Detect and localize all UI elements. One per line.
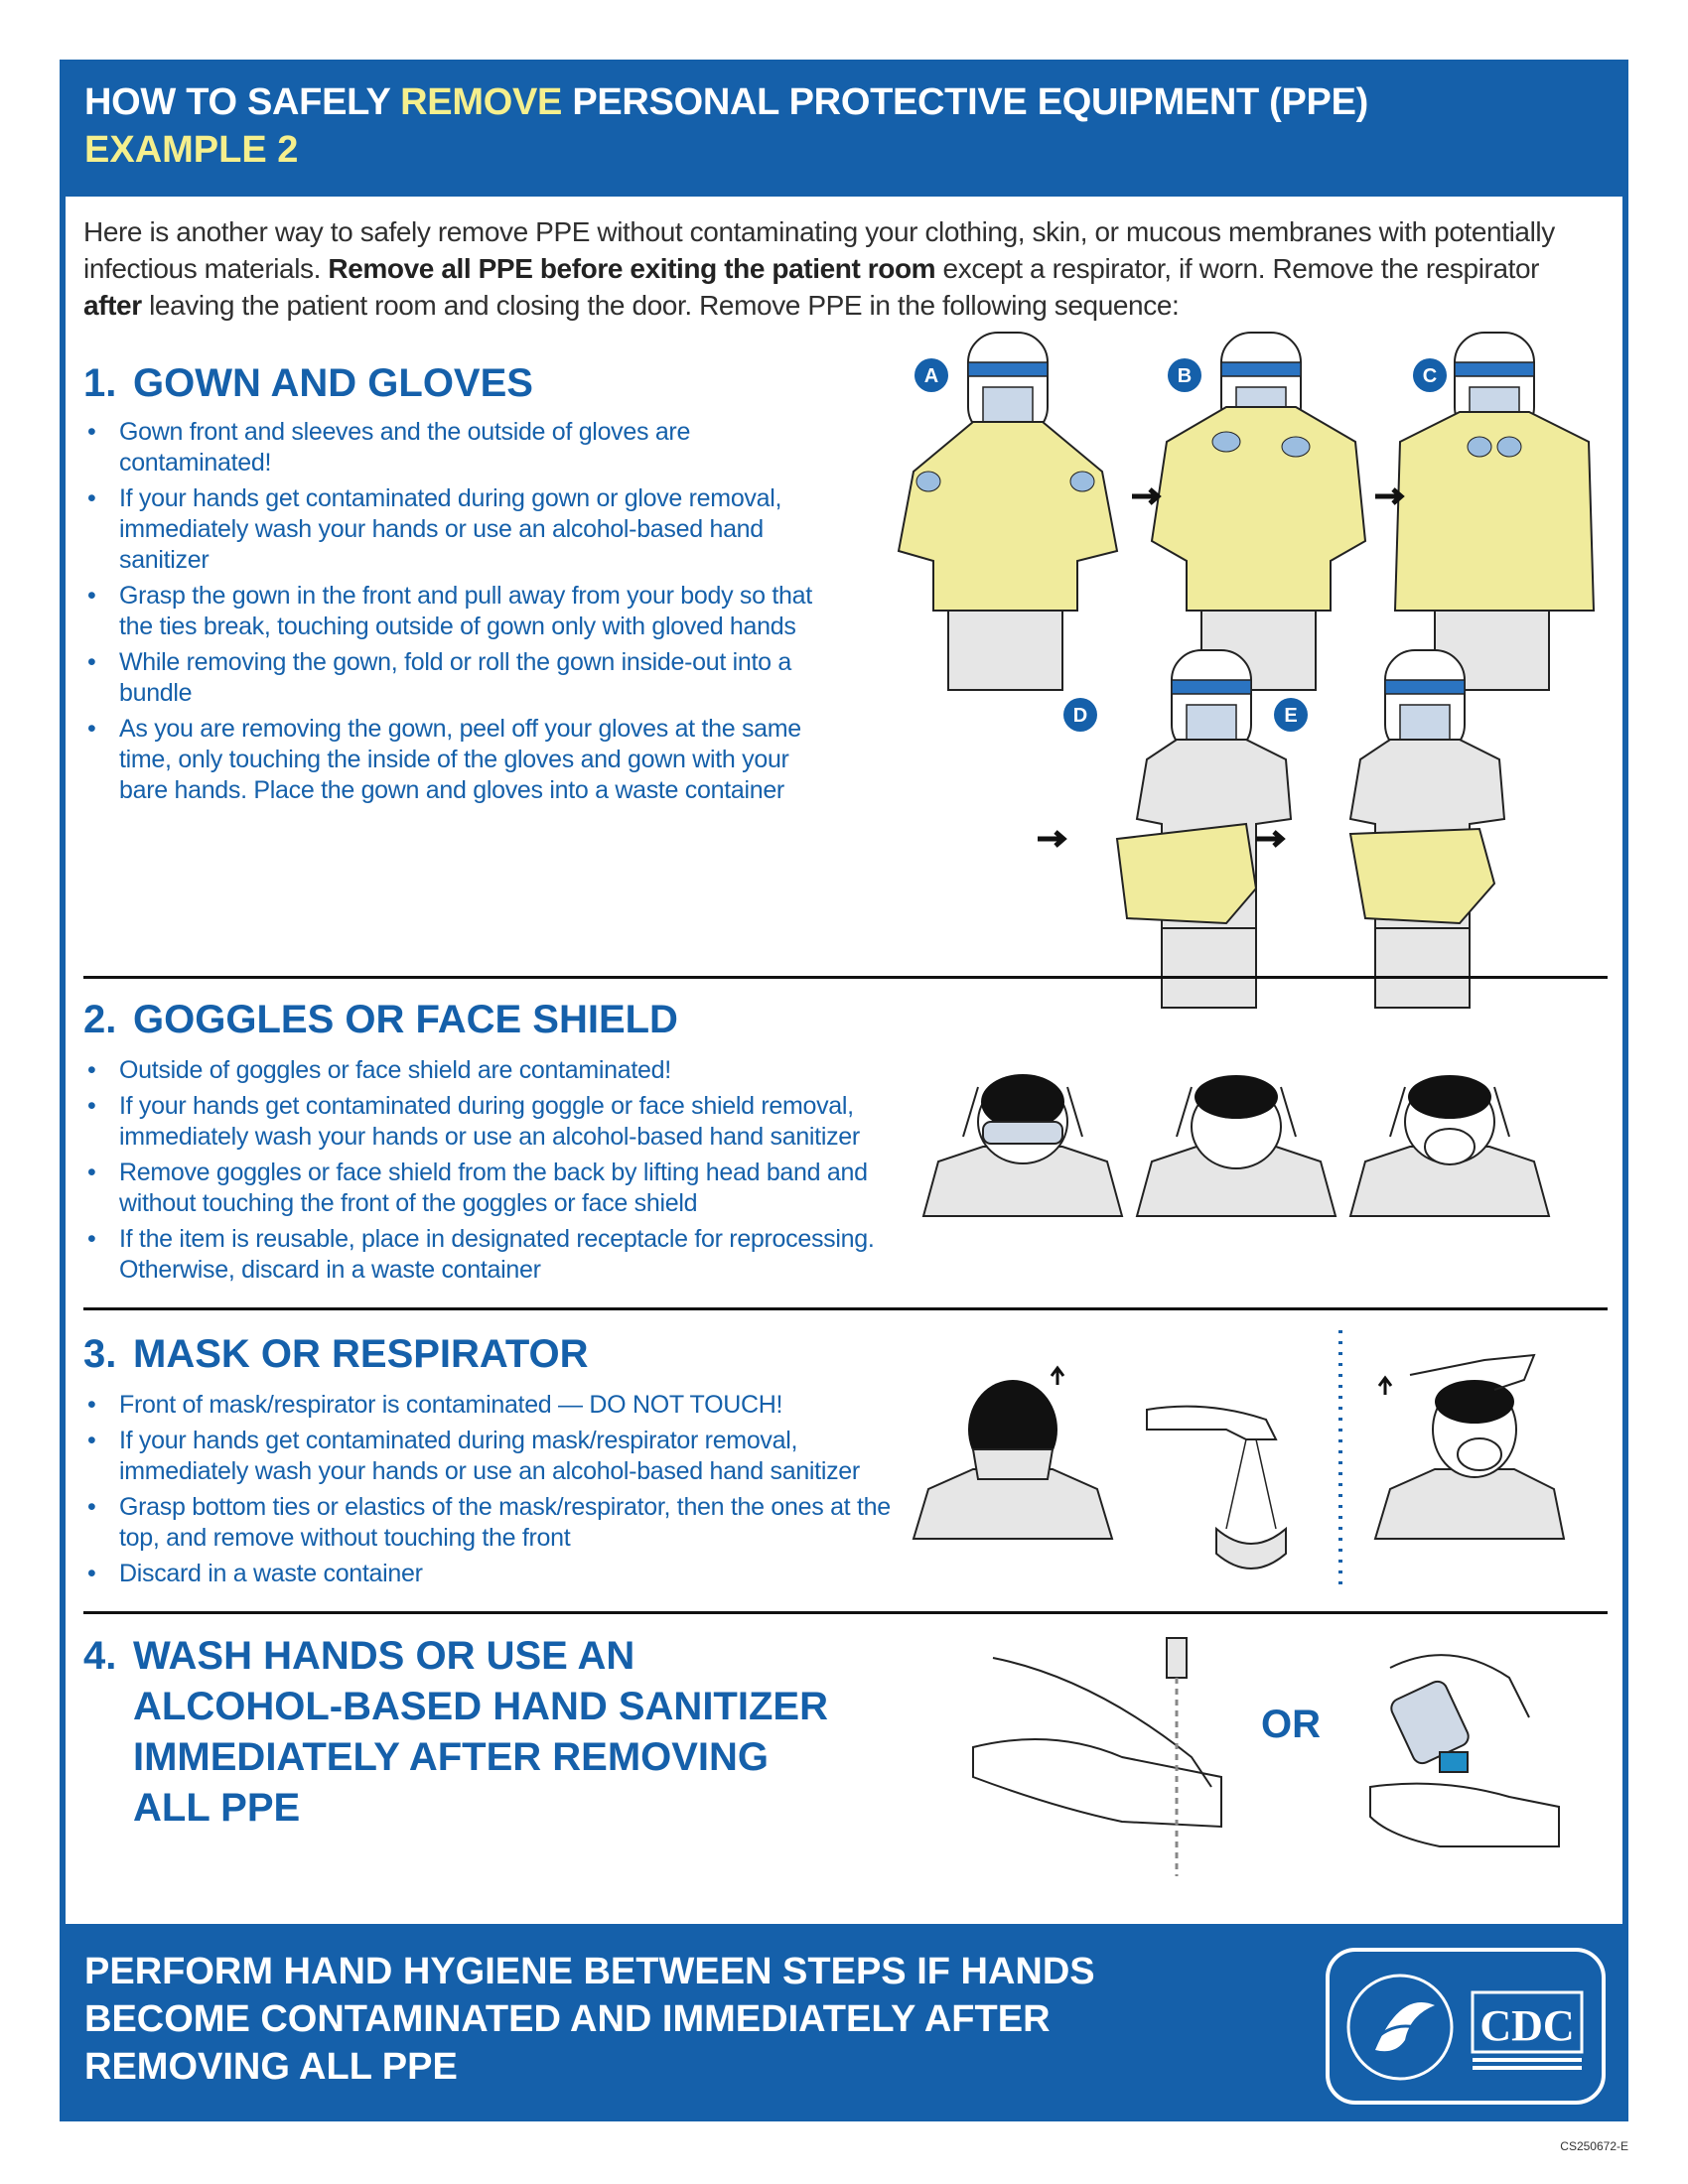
- footer-line: PERFORM HAND HYGIENE BETWEEN STEPS IF HANDS: [84, 1951, 1095, 1992]
- section-4-title: 4. WASH HANDS OR USE AN ALCOHOL-BASED HAND SANITIZER IMMEDIATELY AFTER REMOVING ALL PPE: [83, 1634, 828, 1830]
- hhs-logo: [1348, 1976, 1452, 2079]
- arrow-icon: [1256, 832, 1282, 846]
- bullet-item: • Front of mask/respirator is contaminated — DO NOT TOUCH!: [83, 1390, 917, 1421]
- bullet-item: • Grasp bottom ties or elastics of the mask/respirator, then the ones at the top, and remove without touching the front: [83, 1492, 917, 1554]
- section-divider: [83, 1611, 1608, 1614]
- header-band: [60, 60, 1628, 197]
- section-divider: [83, 1307, 1608, 1310]
- svg-text:A: A: [923, 365, 939, 387]
- step-labels: [894, 333, 1589, 789]
- footer-line: REMOVING ALL PPE: [84, 2046, 458, 2088]
- hand-hygiene-illustration: [973, 1638, 1569, 1886]
- svg-text:C: C: [1422, 365, 1438, 387]
- bullet-item: • If your hands get contaminated during mask/respirator removal, immediately wash your hands or use an alcohol-based hand sanitizer: [83, 1426, 917, 1487]
- section-2-bullets: [83, 1055, 917, 1291]
- step-label-d: [1063, 698, 1097, 732]
- page-title: HOW TO SAFELY REMOVE PERSONAL PROTECTIVE EQUIPMENT (PPE): [84, 81, 1368, 123]
- step-label-a: [914, 358, 948, 392]
- arrow-up-icon: [1052, 1368, 1063, 1385]
- bullet-item: • Discard in a waste container: [83, 1559, 917, 1589]
- section-3-bullets: [83, 1390, 917, 1594]
- arrow-icon: [1038, 832, 1063, 846]
- intro-paragraph: Here is another way to safely remove PPE without contaminating your clothing, skin, or mucous membranes with potentially infectious materials. Remove all PPE before exiting the patient room except a respirator, if worn. Remove the respirator after leaving the patient room and closing the door. Remove PPE in the following sequence:: [83, 216, 1555, 321]
- face-shield-figure-2: [1137, 1075, 1336, 1216]
- cdc-logo: [1473, 1992, 1582, 2070]
- respirator-figure-2: [1375, 1355, 1564, 1539]
- footer-line: BECOME CONTAMINATED AND IMMEDIATELY AFTER: [84, 1998, 1051, 2040]
- page-subtitle: EXAMPLE 2: [84, 129, 299, 171]
- respirator-figure-3: [1350, 1075, 1549, 1216]
- bullet-item: • Grasp the gown in the front and pull away from your body so that the ties break, touching outside of gown only with gloved hands: [83, 581, 838, 642]
- hand-holding-mask-figure: [1147, 1407, 1286, 1569]
- hand-sanitizer-icon: [1370, 1655, 1559, 1846]
- mask-figure-1: [914, 1368, 1112, 1539]
- svg-text:E: E: [1284, 705, 1298, 727]
- step-label-e: [1274, 698, 1308, 732]
- arrow-up-icon: [1379, 1378, 1391, 1395]
- bullet-item: • Outside of goggles or face shield are contaminated!: [83, 1055, 917, 1086]
- or-label: OR: [1261, 1703, 1321, 1746]
- mask-removal-illustration: [914, 1330, 1569, 1598]
- step-label-c: [1413, 358, 1447, 392]
- section-divider: [83, 976, 1608, 979]
- svg-text:CDC: CDC: [1479, 2001, 1575, 2050]
- goggles-figure-1: [923, 1074, 1122, 1216]
- face-shield-removal-illustration: [923, 1067, 1579, 1216]
- handwashing-icon: [973, 1638, 1221, 1876]
- section-2-title: 2. GOGGLES OR FACE SHIELD: [83, 998, 678, 1041]
- step-label-b: [1168, 358, 1201, 392]
- bullet-item: • Gown front and sleeves and the outside of gloves are contaminated!: [83, 417, 838, 478]
- logos: [1340, 1961, 1594, 2095]
- bullet-item: • If your hands get contaminated during gown or glove removal, immediately wash your hands or use an alcohol-based hand sanitizer: [83, 483, 838, 576]
- bullet-item: • While removing the gown, fold or roll the gown inside-out into a bundle: [83, 647, 838, 709]
- bullet-item: • If your hands get contaminated during goggle or face shield removal, immediately wash your hands or use an alcohol-based hand sanitizer: [83, 1091, 917, 1153]
- svg-text:B: B: [1177, 365, 1193, 387]
- document-code: CS250672-E: [1560, 2139, 1628, 2153]
- bullet-item: • If the item is reusable, place in designated receptacle for reprocessing. Otherwise, discard in a waste container: [83, 1224, 917, 1286]
- bullet-item: • As you are removing the gown, peel off your gloves at the same time, only touching the inside of the gloves and gown with your bare hands. Place the gown and gloves into a waste container: [83, 714, 838, 806]
- bullet-item: • Remove goggles or face shield from the back by lifting head band and without touching the front of the goggles or face shield: [83, 1158, 917, 1219]
- section-3-title: 3. MASK OR RESPIRATOR: [83, 1332, 589, 1376]
- section-1-bullets: [83, 417, 838, 811]
- svg-text:D: D: [1072, 705, 1088, 727]
- section-1-title: 1. GOWN AND GLOVES: [83, 361, 533, 405]
